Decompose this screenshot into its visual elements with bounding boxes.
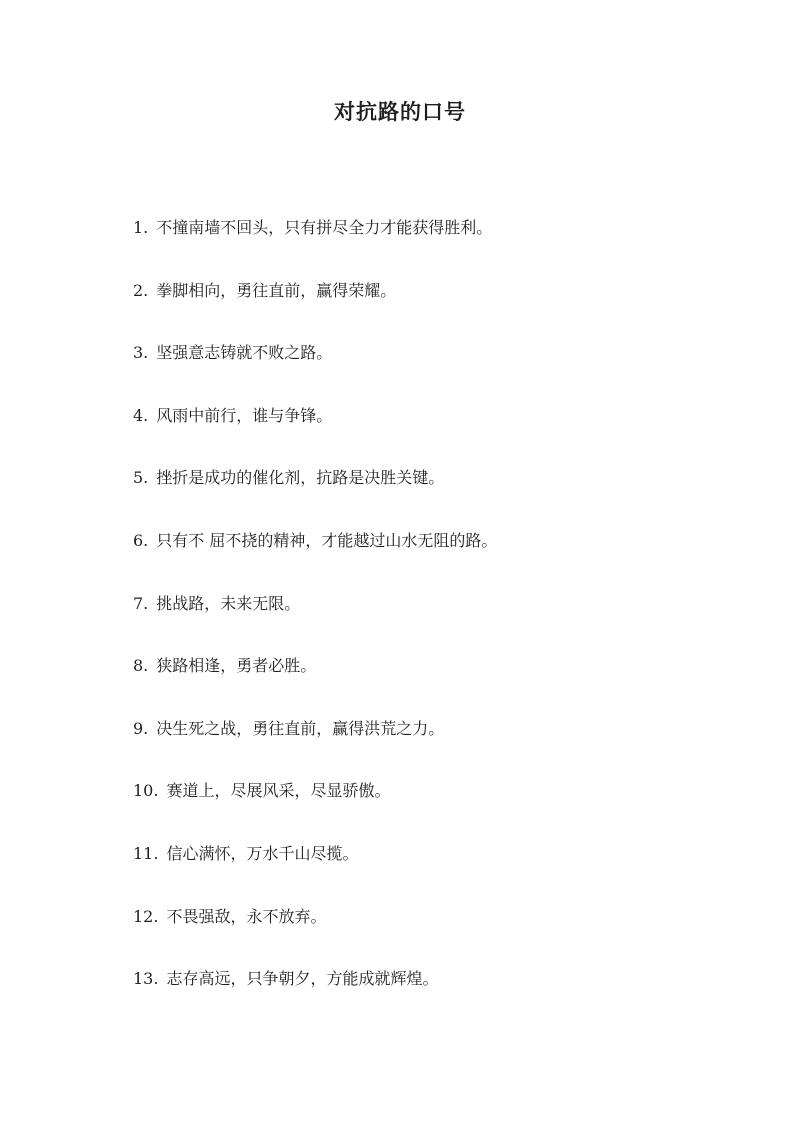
item-text: 狭路相逢，勇者必胜。 (156, 656, 317, 676)
item-number: 13. (133, 969, 159, 989)
item-number: 7. (133, 593, 149, 613)
list-item (133, 404, 497, 467)
document-title: 对抗路的口号 (334, 99, 466, 124)
slogan-list (133, 216, 497, 1030)
list-item (133, 341, 497, 404)
item-text: 拳脚相向，勇往直前，赢得荣耀。 (156, 280, 397, 300)
list-item (133, 842, 497, 905)
list-item (133, 654, 497, 717)
item-number: 1. (133, 218, 149, 237)
list-item (133, 529, 497, 592)
item-number: 3. (133, 343, 149, 363)
item-text: 风雨中前行，谁与争锋。 (156, 405, 333, 425)
item-number: 9. (133, 718, 149, 738)
item-text: 只有不 屈不挠的精神，才能越过山水无阻的路。 (156, 530, 498, 550)
list-item (133, 466, 497, 529)
item-number: 12. (133, 906, 159, 926)
item-text: 挫折是成功的催化剂，抗路是决胜关键。 (156, 468, 445, 488)
item-number: 5. (133, 468, 149, 488)
item-number: 8. (133, 656, 149, 676)
item-text: 志存高远，只争朝夕，方能成就辉煌。 (166, 969, 439, 989)
item-number: 10. (133, 781, 159, 801)
list-item (133, 779, 497, 842)
list-item (133, 279, 497, 342)
item-text: 不畏强敌，永不放弃。 (166, 906, 327, 926)
list-item (133, 967, 497, 1030)
list-item (133, 717, 497, 780)
list-item (133, 216, 497, 279)
list-item (133, 592, 497, 655)
item-number: 2. (133, 280, 149, 300)
item-number: 4. (133, 405, 149, 425)
list-item (133, 905, 497, 968)
item-text: 赛道上，尽展风采，尽显骄傲。 (166, 781, 391, 801)
item-text: 决生死之战，勇往直前，赢得洪荒之力。 (156, 718, 445, 738)
item-text: 坚强意志铸就不败之路。 (156, 343, 333, 363)
item-text: 信心满怀，万水千山尽揽。 (166, 843, 359, 863)
item-text: 挑战路，未来无限。 (156, 593, 301, 613)
item-text: 不撞南墙不回头，只有拼尽全力才能获得胜利。 (156, 218, 493, 237)
item-number: 11. (133, 843, 159, 863)
item-number: 6. (133, 530, 149, 550)
